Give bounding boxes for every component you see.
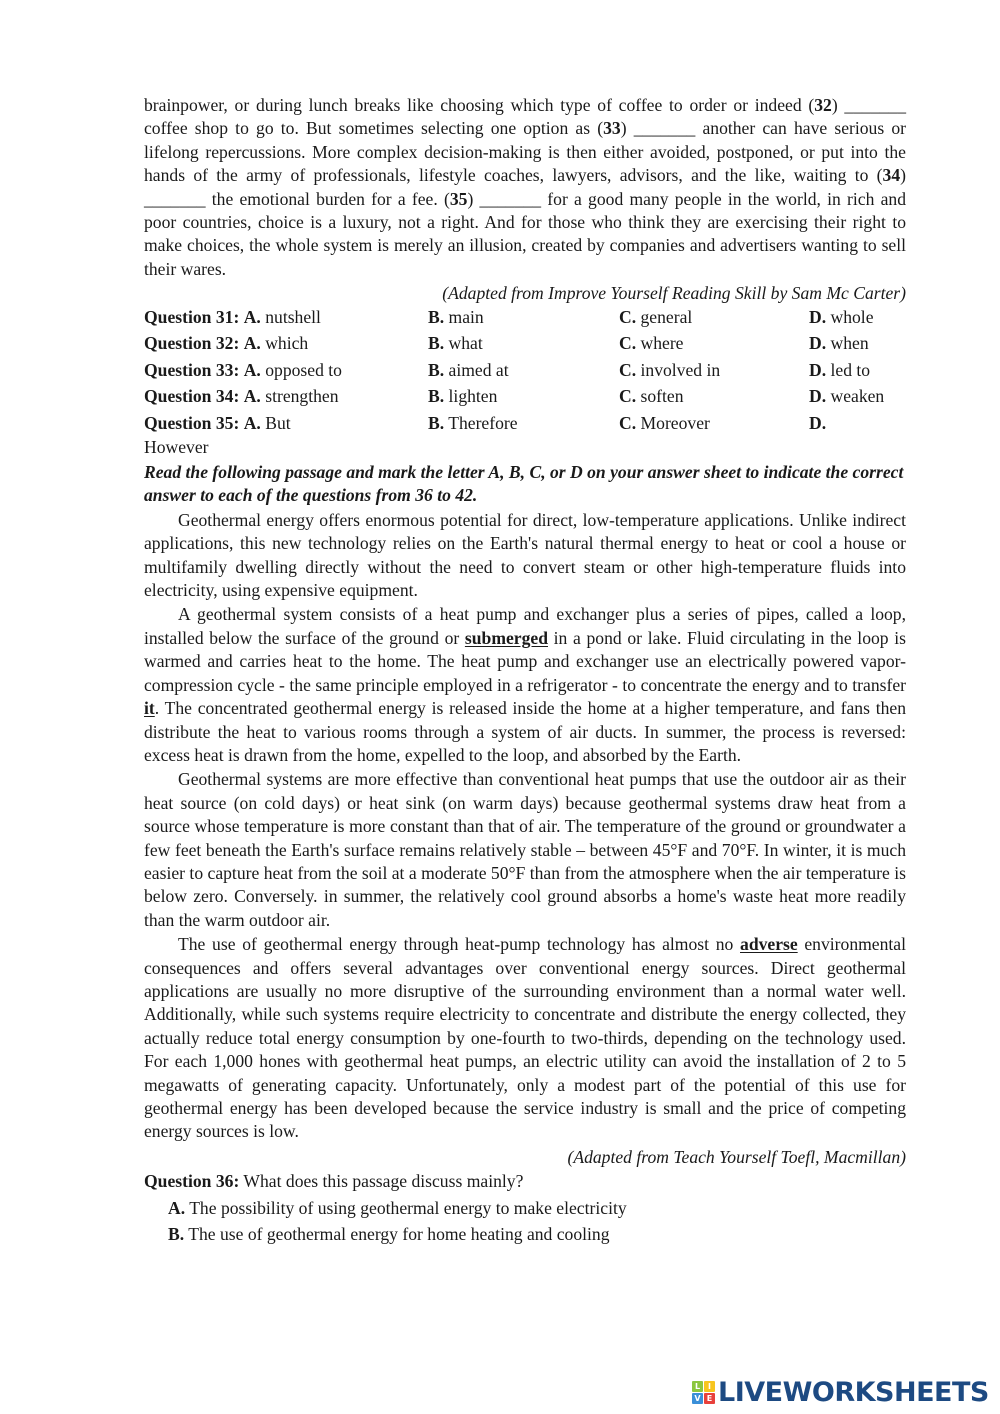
worksheet-page (144, 94, 906, 1250)
option-letter[interactable]: A. (243, 386, 261, 407)
option-text[interactable]: Moreover (636, 413, 710, 434)
questions-31-35 (144, 306, 906, 459)
question-label: Question 35: (144, 413, 240, 434)
question-row-33 (144, 359, 906, 386)
logo-square-v: V (692, 1393, 703, 1404)
question-row-31 (144, 306, 906, 333)
option-letter[interactable]: B. (428, 413, 445, 434)
option-text[interactable]: led to (826, 359, 871, 380)
passage-1: brainpower, or during lunch breaks like choosing which type of coffee to order or indeed (32) _______ coffee shop to go to. But sometimes selecting one option as (33) _______ another can have serious or lifelong repercussions. More complex decision-making is then either avoided, postponed, or put into the hands of the army of professionals, lifestyle coaches, lawyers, advisors, and the like, waiting to (34) _______ the emotional burden for a fee. (35) _______ for a good many people in the world, in rich and poor countries, choice is a luxury, not a right. And for those who think they are exercising their right to make choices, the whole system is merely an illusion, created by companies and advertisers wanting to sell their wares. (144, 95, 907, 279)
option-text[interactable]: strengthen (260, 386, 339, 407)
option-text[interactable]: nutshell (260, 306, 321, 327)
option-letter[interactable]: B. (428, 386, 445, 407)
option-text[interactable]: where (636, 333, 684, 354)
option-letter[interactable]: A. (168, 1197, 186, 1218)
instruction: Read the following passage and mark the letter A, B, C, or D on your answer sheet to indicate the correct answer to each of the questions from 36 to 42. (144, 462, 904, 506)
option-letter[interactable]: C. (619, 359, 637, 380)
passage-2-source: (Adapted from Teach Yourself Toefl, Macmillan) (567, 1146, 906, 1167)
blank-number-35: 35 (449, 188, 468, 209)
option-text[interactable]: involved in (636, 359, 721, 380)
option-text[interactable]: whole (826, 306, 874, 327)
blank-number-32: 32 (814, 95, 832, 115)
question-36-option-b[interactable] (144, 1223, 906, 1250)
underlined-word-adverse: adverse (740, 934, 798, 955)
option-letter[interactable]: B. (428, 359, 445, 380)
option-text[interactable]: what (444, 333, 483, 354)
blank-34[interactable]: _______ (144, 188, 206, 209)
option-text[interactable]: when (826, 333, 869, 354)
question-36-stem: Question 36: What does this passage discuss mainly? (144, 1171, 524, 1192)
option-letter[interactable]: D. (809, 306, 827, 327)
option-letter[interactable]: B. (168, 1224, 185, 1245)
question-35-option-d-text[interactable]: However (144, 436, 209, 457)
option-letter[interactable]: A. (243, 359, 261, 380)
question-row-34 (144, 385, 906, 412)
option-text[interactable]: which (260, 333, 309, 354)
question-label: Question 33: (144, 359, 240, 380)
passage-2-paragraph-1: Geothermal energy offers enormous potential for direct, low-temperature applications. Unlike indirect applications, this new technology relies on the Earth's natural thermal energy to heat or cool a house or multifamily dwelling directly without the need to convert steam or other high-temperature fluids into electricity, using expensive equipment. (144, 509, 906, 601)
question-label: Question 34: (144, 386, 240, 407)
logo-square-l: L (692, 1381, 703, 1392)
question-label: Question 31: (144, 306, 240, 327)
option-letter[interactable]: C. (619, 306, 637, 327)
option-text[interactable]: aimed at (444, 359, 509, 380)
underlined-word-it: it (144, 698, 155, 719)
option-letter[interactable]: D. (809, 359, 827, 380)
question-36-option-a[interactable] (144, 1197, 906, 1224)
underlined-word-submerged: submerged (464, 627, 548, 648)
option-text[interactable]: The possibility of using geothermal energy to make electricity (185, 1197, 627, 1218)
liveworksheets-logo[interactable] (692, 1376, 989, 1408)
question-label: Question 32: (144, 333, 240, 354)
option-letter[interactable]: D. (809, 413, 827, 434)
option-letter[interactable]: A. (243, 333, 261, 354)
blank-number-33: 33 (603, 118, 621, 139)
blank-number-34: 34 (882, 165, 901, 186)
option-letter[interactable]: A. (243, 306, 261, 327)
option-letter[interactable]: D. (809, 386, 827, 407)
option-text[interactable]: general (636, 306, 693, 327)
passage-1-source: (Adapted from Improve Yourself Reading Skill by Sam Mc Carter) (442, 283, 906, 304)
question-row-32 (144, 332, 906, 359)
passage-2-paragraph-2: A geothermal system consists of a heat pump and exchanger plus a series of pipes, called a loop, installed below the surface of the ground or submerged in a pond or lake. Fluid circulating in the loop is warmed and carries heat to the home. The heat pump and exchanger use an electrically powered vapor-compression cycle - the same principle employed in a refrigerator - to concentrate the energy and to transfer it. The concentrated geothermal energy is released inside the home at a higher temperature, and fans then distribute the heat to various rooms through a system of air ducts. In summer, the process is reversed: excess heat is drawn from the home, expelled to the loop, and absorbed by the Earth. (144, 604, 906, 765)
passage-2-paragraph-4: The use of geothermal energy through heat-pump technology has almost no adverse environmental consequences and offers several advantages over conventional energy sources. Direct geothermal applications are usually no more disruptive of the surrounding environment than a normal water well. Additionally, while such systems require electricity to concentrate and distribute the energy collected, they actually reduce total energy consumption by one-fourth to two-thirds, depending on the technology used. For each 1,000 hones with geothermal heat pumps, an electric utility can avoid the installation of 2 to 5 megawatts of generating capacity. Unfortunately, only a modest part of the potential of this use for geothermal energy has been developed because the service industry is small and the price of competing energy sources is low. (144, 934, 906, 1142)
option-letter[interactable]: B. (428, 306, 445, 327)
logo-squares-icon (692, 1381, 715, 1404)
blank-35[interactable]: _______ (479, 188, 542, 209)
option-text[interactable]: lighten (444, 386, 498, 407)
option-letter[interactable]: D. (809, 333, 827, 354)
logo-square-i: I (704, 1381, 715, 1392)
option-text[interactable]: The use of geothermal energy for home heating and cooling (184, 1224, 610, 1245)
passage-2-paragraph-3: Geothermal systems are more effective than conventional heat pumps that use the outdoor air as their heat source (on cold days) or heat sink (on warm days) because geothermal systems draw heat from a source whose temperature is more constant than that of air. The temperature of the ground or groundwater a few feet beneath the Earth's surface remains relatively stable – between 45°F and 70°F. In winter, it is much easier to capture heat from the soil at a moderate 50°F than from the atmosphere when the air temperature is below zero. Conversely. in summer, the relatively cool ground absorbs a home's waste heat more readily than the warm outdoor air. (144, 769, 906, 930)
option-text[interactable]: But (260, 413, 291, 434)
question-label: Question 36: (144, 1171, 240, 1192)
option-letter[interactable]: C. (619, 386, 637, 407)
option-letter[interactable]: B. (428, 333, 445, 354)
option-text[interactable]: Therefore (444, 413, 518, 434)
blank-32[interactable]: _______ (844, 95, 906, 115)
logo-text: LIVEWORKSHEETS (718, 1376, 989, 1408)
blank-33[interactable]: _______ (633, 118, 696, 139)
option-text[interactable]: weaken (826, 386, 885, 407)
option-letter[interactable]: C. (619, 413, 637, 434)
question-36 (144, 1170, 906, 1250)
option-text[interactable]: soften (636, 386, 684, 407)
logo-square-e: E (704, 1393, 715, 1404)
option-letter[interactable]: C. (619, 333, 637, 354)
question-row-35 (144, 412, 906, 439)
option-text[interactable]: opposed to (260, 359, 342, 380)
option-letter[interactable]: A. (243, 413, 261, 434)
option-text[interactable]: main (444, 306, 484, 327)
